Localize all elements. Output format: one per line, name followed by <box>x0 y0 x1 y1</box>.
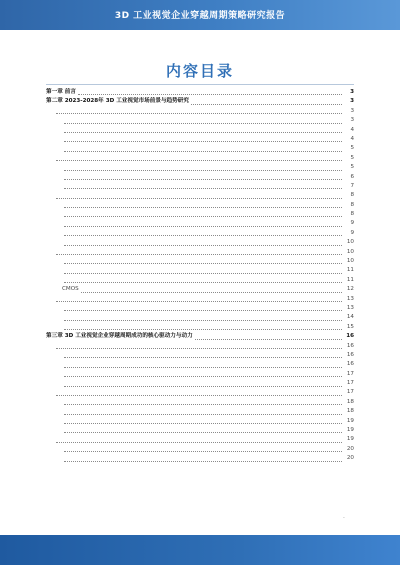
toc-page-number: 11 <box>346 276 354 283</box>
toc-entry[interactable] <box>46 219 354 228</box>
toc-page-number: 3 <box>350 98 354 105</box>
toc-page-number: 5 <box>350 145 354 152</box>
toc-entry[interactable] <box>46 351 354 360</box>
toc-entry-title: 第二章 2023-2028年 3D 工业视觉市场前景与趋势研究 <box>46 98 189 105</box>
toc-dot-leader <box>64 262 342 264</box>
toc-page-number: 9 <box>350 229 354 236</box>
toc-dot-leader <box>64 122 342 124</box>
toc-dot-leader <box>64 244 342 246</box>
toc-entry[interactable] <box>46 248 354 257</box>
toc-dot-leader <box>64 450 342 452</box>
toc-page-number: 8 <box>350 192 354 199</box>
toc-page-number: 3 <box>350 88 354 95</box>
toc-page-number: 3 <box>350 117 354 124</box>
toc-page-number: 17 <box>346 370 354 377</box>
toc-page-number: 5 <box>350 164 354 171</box>
toc-page-number: 3 <box>350 107 354 114</box>
toc-entry-title: 第一章 前言 <box>46 88 76 95</box>
toc-dot-leader <box>64 403 342 405</box>
toc-dot-leader <box>191 103 342 105</box>
toc-entry[interactable] <box>46 323 354 332</box>
toc-page-number: 13 <box>346 304 354 311</box>
toc-entry[interactable] <box>46 163 354 172</box>
toc-dot-leader <box>56 300 342 302</box>
toc-chapter-entry[interactable] <box>46 88 354 97</box>
table-of-contents <box>46 88 354 464</box>
toc-page-number: 4 <box>350 126 354 133</box>
toc-page-number: 19 <box>346 427 354 434</box>
toc-entry[interactable] <box>46 257 354 266</box>
toc-page-number: 10 <box>346 248 354 255</box>
toc-entry-title: 第三章 3D 工业视觉企业穿越周期成功的核心驱动力与动力 <box>46 333 193 340</box>
toc-entry[interactable] <box>46 285 354 294</box>
toc-page-number: 10 <box>346 239 354 246</box>
toc-dot-leader <box>56 253 342 255</box>
toc-entry[interactable] <box>46 144 354 153</box>
toc-page-number: 16 <box>346 361 354 368</box>
toc-dot-leader <box>64 206 342 208</box>
toc-entry[interactable] <box>46 389 354 398</box>
footer-band <box>0 535 400 565</box>
toc-entry[interactable] <box>46 182 354 191</box>
toc-page-number: 8 <box>350 211 354 218</box>
toc-page-number: 10 <box>346 258 354 265</box>
toc-divider <box>46 84 354 85</box>
toc-page-number: 11 <box>346 267 354 274</box>
toc-entry[interactable] <box>46 295 354 304</box>
toc-page-number: 16 <box>346 333 354 340</box>
toc-dot-leader <box>64 431 342 433</box>
toc-entry[interactable] <box>46 191 354 200</box>
toc-heading: 内容目录 <box>165 62 234 80</box>
toc-page-number: 8 <box>350 201 354 208</box>
toc-page-number: 13 <box>346 295 354 302</box>
toc-entry[interactable] <box>46 379 354 388</box>
toc-entry[interactable] <box>46 173 354 182</box>
toc-dot-leader <box>56 112 342 114</box>
toc-entry[interactable] <box>46 276 354 285</box>
toc-entry[interactable] <box>46 407 354 416</box>
toc-dot-leader <box>195 338 342 340</box>
toc-dot-leader <box>56 347 342 349</box>
toc-dot-leader <box>64 150 342 152</box>
toc-dot-leader <box>64 234 342 236</box>
toc-page-number: 19 <box>346 417 354 424</box>
toc-dot-leader <box>56 197 342 199</box>
toc-dot-leader <box>64 169 342 171</box>
toc-dot-leader <box>64 413 342 415</box>
toc-dot-leader <box>64 319 342 321</box>
toc-page-number: 17 <box>346 380 354 387</box>
toc-dot-leader <box>56 159 342 161</box>
toc-page-number: 4 <box>350 135 354 142</box>
toc-page-number: 16 <box>346 351 354 358</box>
toc-entry[interactable] <box>46 107 354 116</box>
toc-dot-leader <box>56 394 342 396</box>
toc-entry[interactable] <box>46 229 354 238</box>
toc-entry[interactable] <box>46 360 354 369</box>
toc-entry[interactable] <box>46 398 354 407</box>
toc-dot-leader <box>64 375 342 377</box>
toc-entry[interactable] <box>46 135 354 144</box>
toc-entry[interactable] <box>46 454 354 463</box>
toc-entry[interactable] <box>46 313 354 322</box>
toc-dot-leader <box>64 281 342 283</box>
toc-dot-leader <box>64 140 342 142</box>
toc-page-number: 20 <box>346 455 354 462</box>
toc-dot-leader <box>64 178 342 180</box>
toc-entry[interactable] <box>46 116 354 125</box>
toc-page-number: 14 <box>346 314 354 321</box>
toc-dot-leader <box>64 422 342 424</box>
toc-chapter-entry[interactable] <box>46 332 354 341</box>
toc-dot-leader <box>64 215 342 217</box>
toc-entry[interactable] <box>46 238 354 247</box>
toc-dot-leader <box>64 366 342 368</box>
toc-dot-leader <box>64 272 342 274</box>
toc-page-number: 9 <box>350 220 354 227</box>
toc-entry[interactable] <box>46 304 354 313</box>
toc-entry[interactable] <box>46 210 354 219</box>
toc-page-number: 6 <box>350 173 354 180</box>
toc-entry[interactable] <box>46 426 354 435</box>
toc-dot-leader <box>64 131 342 133</box>
toc-page-number: 7 <box>350 182 354 189</box>
toc-entry[interactable] <box>46 435 354 444</box>
toc-entry-title: CMOS <box>62 286 79 293</box>
toc-chapter-entry[interactable] <box>46 97 354 106</box>
toc-page-number: 5 <box>350 154 354 161</box>
toc-dot-leader <box>64 385 342 387</box>
toc-page-number: 20 <box>346 445 354 452</box>
toc-page-number: 18 <box>346 408 354 415</box>
toc-entry[interactable] <box>46 154 354 163</box>
toc-dot-leader <box>64 460 342 462</box>
toc-dot-leader <box>64 309 342 311</box>
page-mark: · <box>343 515 345 522</box>
toc-page-number: 12 <box>346 286 354 293</box>
toc-dot-leader <box>64 225 342 227</box>
toc-page-number: 15 <box>346 323 354 330</box>
toc-dot-leader <box>56 441 342 443</box>
toc-entry[interactable] <box>46 126 354 135</box>
toc-entry[interactable] <box>46 370 354 379</box>
toc-entry[interactable] <box>46 266 354 275</box>
toc-page-number: 18 <box>346 398 354 405</box>
toc-entry[interactable] <box>46 201 354 210</box>
toc-entry[interactable] <box>46 342 354 351</box>
toc-dot-leader <box>78 93 342 95</box>
toc-entry[interactable] <box>46 445 354 454</box>
toc-dot-leader <box>64 328 342 330</box>
toc-dot-leader <box>64 356 342 358</box>
report-title: 3D 工业视觉企业穿越周期策略研究报告 <box>114 11 286 21</box>
toc-page-number: 16 <box>346 342 354 349</box>
toc-dot-leader <box>64 187 342 189</box>
toc-dot-leader <box>81 291 342 293</box>
toc-page-number: 17 <box>346 389 354 396</box>
toc-page-number: 19 <box>346 436 354 443</box>
toc-entry[interactable] <box>46 417 354 426</box>
